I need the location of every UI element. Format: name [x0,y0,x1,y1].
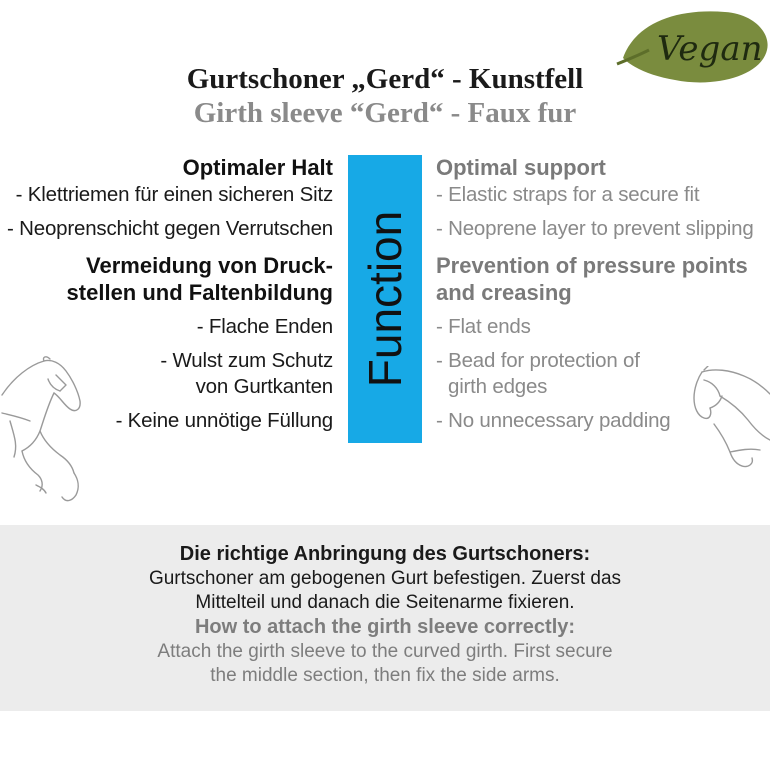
title-block [0,62,770,130]
instructions-text-german-1: Gurtschoner am gebogenen Gurt befestigen. Zuerst das [148,568,622,589]
title-english: Girth sleeve “Gerd“ - Faux fur [193,97,577,129]
instructions-heading-english: How to attach the girth sleeve correctly: [194,616,576,638]
german-heading-pressure-1: Vermeidung von Druck- [86,253,333,278]
vegan-text: Vegan [657,29,763,69]
title-german: Gurtschoner „Gerd“ - Kunstfell [186,63,584,95]
instructions-box [0,525,770,711]
english-item-neoprene: - Neoprene layer to prevent slipping [436,217,754,240]
german-item-straps: - Klettriemen für einen sicheren Sitz [15,183,333,206]
german-heading-support: Optimaler Halt [182,155,333,180]
german-item-bead-2: von Gurtkanten [195,375,333,398]
instructions-text-english-1: Attach the girth sleeve to the curved girth. First secure [157,641,613,662]
german-item-flat-ends: - Flache Enden [196,315,333,338]
english-item-flat-ends: - Flat ends [436,315,531,338]
horse-sketch-left [0,355,84,507]
german-item-bead-1: - Wulst zum Schutz [160,349,333,372]
english-heading-support: Optimal support [436,155,606,180]
english-item-padding: - No unnecessary padding [436,409,671,432]
english-item-bead-1: - Bead for protection of [436,349,640,372]
german-item-padding: - Keine unnötige Füllung [115,409,333,432]
horse-sketch-right [690,366,770,470]
english-heading-pressure-2: and creasing [436,280,572,305]
english-heading-pressure-1: Prevention of pressure points [436,253,748,278]
instructions-heading-german: Die richtige Anbringung des Gurtschoners: [179,543,591,565]
function-label: Function [359,210,411,388]
english-item-bead-2: girth edges [448,375,548,398]
german-item-neoprene: - Neoprenschicht gegen Verrutschen [7,217,333,240]
german-heading-pressure-2: stellen und Faltenbildung [66,280,333,305]
instructions-text-german-2: Mittelteil und danach die Seitenarme fixieren. [195,592,575,613]
english-item-straps: - Elastic straps for a secure fit [436,183,700,206]
instructions-text-english-2: the middle section, then fix the side arms. [210,665,560,686]
